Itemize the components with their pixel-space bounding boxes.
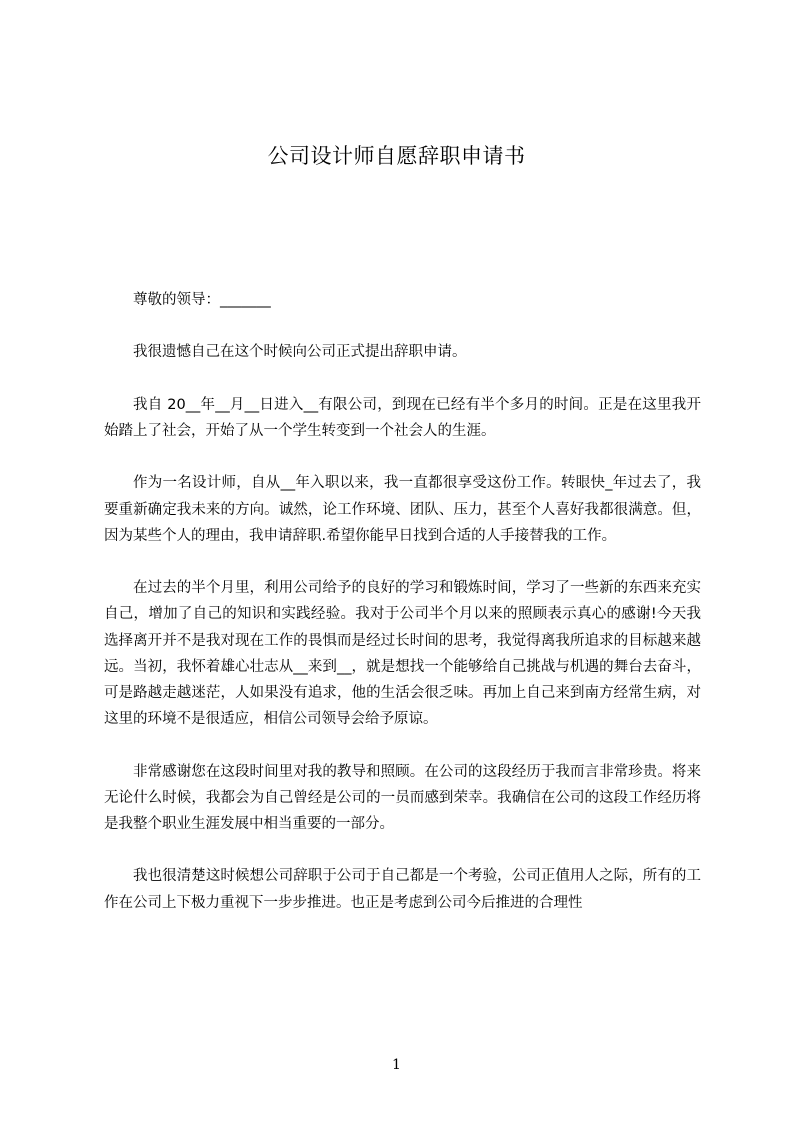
page-number: 1 (392, 1057, 401, 1073)
body-paragraph: 我很遗憾自己在这个时候向公司正式提出辞职申请。 (133, 344, 467, 361)
body-paragraph: 作为一名设计师，自从__年入职以来，我一直都很享受这份工作。转眼快_年过去了，我要重新确定我未来的方向。诚然，论工作环境、团队、压力，甚至个人喜好我都很满意。但，因为某些个人的理由，我申请辞职.希望你能早日找到合适的人手接替我的工作。 (104, 475, 701, 544)
body-paragraph: 我自 20__年__月__日进入__有限公司，到现在已经有半个多月的时间。正是在这里我开始踏上了社会，开始了从一个学生转变到一个社会人的生涯。 (104, 396, 701, 439)
body-paragraph: 非常感谢您在这段时间里对我的教导和照顾。在公司的这段经历于我而言非常珍贵。将来无论什么时候，我都会为自己曾经是公司的一员而感到荣幸。我确信在公司的这段工作经历将是我整个职业生涯发展中相当重要的一部分。 (104, 763, 701, 832)
document-title: 公司设计师自愿辞职申请书 (267, 144, 526, 168)
body-paragraph: 在过去的半个月里，利用公司给予的良好的学习和锻炼时间，学习了一些新的东西来充实自己，增加了自己的知识和实践经验。我对于公司半个月以来的照顾表示真心的感谢!今天我选择离开并不是我对现在工作的畏惧而是经过长时间的思考，我觉得离我所追求的目标越来越远。当初，我怀着雄心壮志从__来到__，就是想找一个能够给自己挑战与机遇的舞台去奋斗，可是路越走越迷茫，人如果没有追求，他的生活会很乏味。再加上自己来到南方经常生病，对这里的环境不是很适应，相信公司领导会给予原谅。 (104, 580, 701, 728)
document-body (104, 287, 701, 942)
body-paragraph: 我也很清楚这时候想公司辞职于公司于自己都是一个考验，公司正值用人之际，所有的工作在公司上下极力重视下一步步推进。也正是考虑到公司今后推进的合理性 (104, 868, 701, 911)
salutation-paragraph: 尊敬的领导：_______ (133, 292, 271, 308)
